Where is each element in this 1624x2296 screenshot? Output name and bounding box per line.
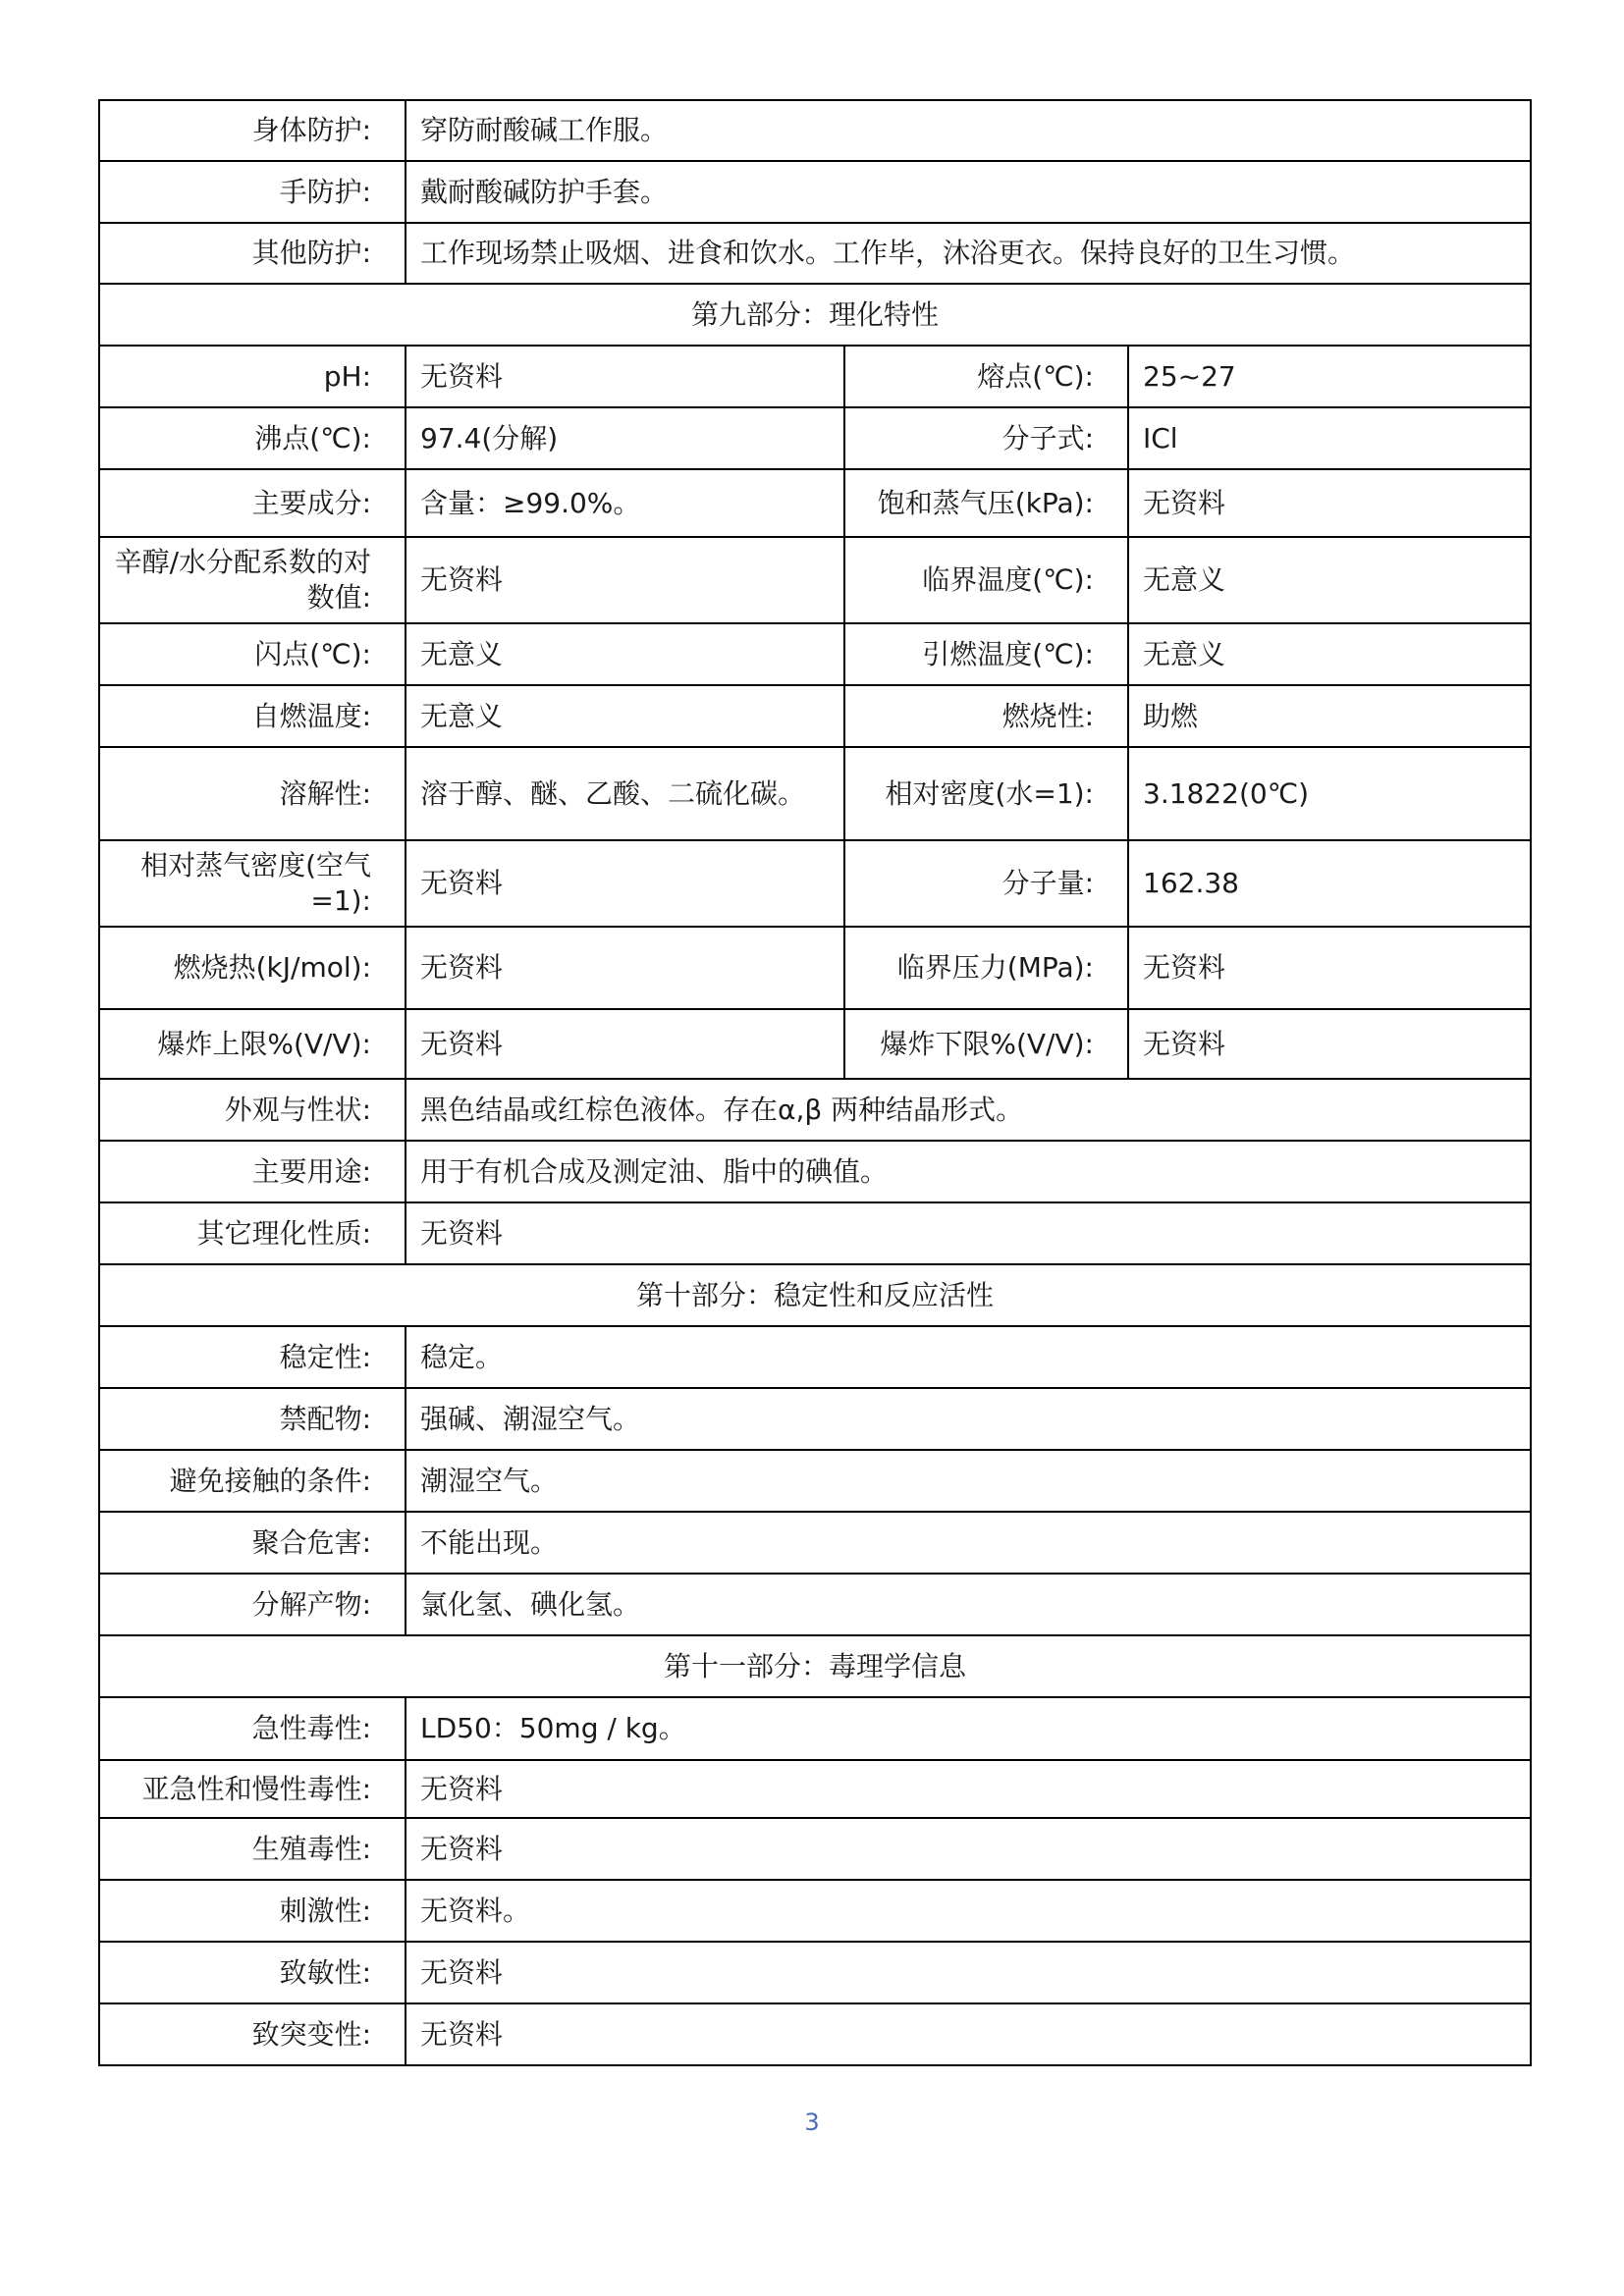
field-value: LD50：50mg / kg。 <box>406 1697 1531 1760</box>
field-label: 亚急性和慢性毒性: <box>99 1760 406 1818</box>
field-label: 致敏性: <box>99 1942 406 2003</box>
field-label: 主要用途: <box>99 1141 406 1202</box>
field-value: 工作现场禁止吸烟、进食和饮水。工作毕，沐浴更衣。保持良好的卫生习惯。 <box>406 223 1531 284</box>
table-row <box>99 1009 1531 1079</box>
field-label: 辛醇/水分配系数的对数值: <box>99 537 406 623</box>
field-label: 沸点(℃): <box>99 407 406 469</box>
section-header-row <box>99 1264 1531 1326</box>
field-value: 无意义 <box>1128 623 1531 685</box>
field-value: 潮湿空气。 <box>406 1450 1531 1512</box>
field-label: 相对密度(水=1): <box>844 747 1128 840</box>
field-value: 无资料 <box>406 1760 1531 1818</box>
field-label: 引燃温度(℃): <box>844 623 1128 685</box>
field-value: 无资料 <box>406 1942 1531 2003</box>
field-value: 无资料 <box>406 1818 1531 1880</box>
field-value: 无资料 <box>406 346 844 407</box>
field-value: 黑色结晶或红棕色液体。存在α,β 两种结晶形式。 <box>406 1079 1531 1141</box>
page-number: 3 <box>804 2109 820 2136</box>
field-value: 无资料 <box>406 2003 1531 2065</box>
field-value: 无资料 <box>406 927 844 1009</box>
field-label: 手防护: <box>99 161 406 223</box>
field-value: ICl <box>1128 407 1531 469</box>
field-value: 无资料。 <box>406 1880 1531 1942</box>
table-row <box>99 100 1531 161</box>
field-label: 爆炸上限%(V/V): <box>99 1009 406 1079</box>
field-label: 临界温度(℃): <box>844 537 1128 623</box>
field-label: 溶解性: <box>99 747 406 840</box>
field-label: 分子量: <box>844 840 1128 927</box>
table-row <box>99 1818 1531 1880</box>
field-value: 无资料 <box>406 1009 844 1079</box>
field-label: 临界压力(MPa): <box>844 927 1128 1009</box>
table-row <box>99 1202 1531 1264</box>
field-label: 稳定性: <box>99 1326 406 1388</box>
table-row <box>99 927 1531 1009</box>
field-value: 无资料 <box>1128 1009 1531 1079</box>
field-value: 强碱、潮湿空气。 <box>406 1388 1531 1450</box>
section-header-row <box>99 284 1531 346</box>
field-value: 97.4(分解) <box>406 407 844 469</box>
field-value: 无资料 <box>406 537 844 623</box>
field-label: 禁配物: <box>99 1388 406 1450</box>
table-row <box>99 161 1531 223</box>
field-value: 不能出现。 <box>406 1512 1531 1574</box>
field-label: 主要成分: <box>99 469 406 537</box>
table-row <box>99 1079 1531 1141</box>
section-title: 第九部分：理化特性 <box>99 284 1531 346</box>
table-row <box>99 1512 1531 1574</box>
field-label: 分解产物: <box>99 1574 406 1635</box>
field-value: 无意义 <box>1128 537 1531 623</box>
field-value: 溶于醇、醚、乙酸、二硫化碳。 <box>406 747 844 840</box>
field-value: 助燃 <box>1128 685 1531 747</box>
field-label: 饱和蒸气压(kPa): <box>844 469 1128 537</box>
field-value: 无资料 <box>1128 469 1531 537</box>
field-value: 含量：≥99.0%。 <box>406 469 844 537</box>
table-row <box>99 537 1531 623</box>
table-row <box>99 1697 1531 1760</box>
table-row <box>99 1760 1531 1818</box>
field-value: 无资料 <box>406 1202 1531 1264</box>
field-label: 刺激性: <box>99 1880 406 1942</box>
field-value: 无资料 <box>406 840 844 927</box>
section-header-row <box>99 1635 1531 1697</box>
field-value: 25~27 <box>1128 346 1531 407</box>
field-label: 相对蒸气密度(空气=1): <box>99 840 406 927</box>
msds-table <box>98 99 1532 2066</box>
field-label: 其他防护: <box>99 223 406 284</box>
field-label: 身体防护: <box>99 100 406 161</box>
field-label: pH: <box>99 346 406 407</box>
table-row <box>99 346 1531 407</box>
field-value: 3.1822(0℃) <box>1128 747 1531 840</box>
table-row <box>99 840 1531 927</box>
field-label: 急性毒性: <box>99 1697 406 1760</box>
table-row <box>99 1388 1531 1450</box>
field-value: 稳定。 <box>406 1326 1531 1388</box>
table-row <box>99 623 1531 685</box>
table-row <box>99 1942 1531 2003</box>
table-row <box>99 407 1531 469</box>
field-value: 戴耐酸碱防护手套。 <box>406 161 1531 223</box>
table-row <box>99 223 1531 284</box>
field-value: 穿防耐酸碱工作服。 <box>406 100 1531 161</box>
table-row <box>99 685 1531 747</box>
field-value: 用于有机合成及测定油、脂中的碘值。 <box>406 1141 1531 1202</box>
field-label: 致突变性: <box>99 2003 406 2065</box>
field-label: 燃烧热(kJ/mol): <box>99 927 406 1009</box>
table-row <box>99 1450 1531 1512</box>
field-value: 氯化氢、碘化氢。 <box>406 1574 1531 1635</box>
table-row <box>99 1574 1531 1635</box>
field-label: 爆炸下限%(V/V): <box>844 1009 1128 1079</box>
field-label: 外观与性状: <box>99 1079 406 1141</box>
table-row <box>99 469 1531 537</box>
field-label: 生殖毒性: <box>99 1818 406 1880</box>
section-title: 第十一部分：毒理学信息 <box>99 1635 1531 1697</box>
field-label: 闪点(℃): <box>99 623 406 685</box>
field-label: 避免接触的条件: <box>99 1450 406 1512</box>
section-title: 第十部分：稳定性和反应活性 <box>99 1264 1531 1326</box>
field-label: 自燃温度: <box>99 685 406 747</box>
table-row <box>99 2003 1531 2065</box>
field-value: 无资料 <box>1128 927 1531 1009</box>
field-value: 无意义 <box>406 623 844 685</box>
field-label: 聚合危害: <box>99 1512 406 1574</box>
table-row <box>99 1880 1531 1942</box>
table-row <box>99 1326 1531 1388</box>
field-label: 分子式: <box>844 407 1128 469</box>
table-row <box>99 1141 1531 1202</box>
field-label: 燃烧性: <box>844 685 1128 747</box>
field-label: 其它理化性质: <box>99 1202 406 1264</box>
field-value: 无意义 <box>406 685 844 747</box>
field-label: 熔点(℃): <box>844 346 1128 407</box>
field-value: 162.38 <box>1128 840 1531 927</box>
table-row <box>99 747 1531 840</box>
